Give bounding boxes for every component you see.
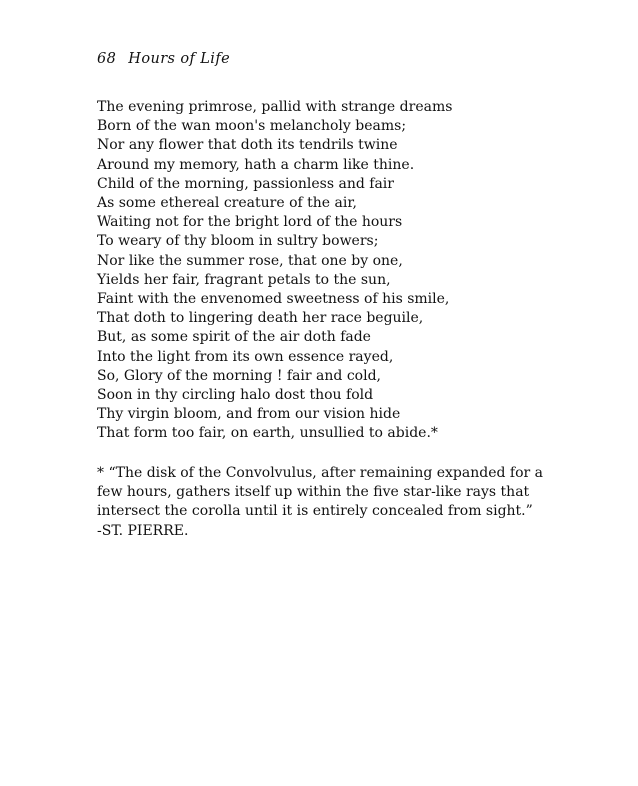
poem-line: That form too fair, on earth, unsullied to abide.* (97, 425, 438, 442)
poem-line: The evening primrose, pallid with strange dreams (97, 99, 453, 115)
poem-line: Into the light from its own essence rayed, (97, 348, 394, 365)
poem-stanza (97, 98, 607, 444)
footnote-line: intersect the corolla until it is entirely concealed from sight.” (97, 503, 533, 520)
footnote-attribution: -ST. PIERRE. (97, 522, 189, 539)
poem-line: Faint with the envenomed sweetness of his smile, (97, 291, 450, 308)
footnote (97, 464, 617, 541)
poem-line: Nor like the summer rose, that one by one, (97, 252, 403, 269)
poem-line: Waiting not for the bright lord of the hours (97, 214, 403, 231)
page-number: 68 (97, 51, 117, 67)
poem-line: Born of the wan moon's melancholy beams; (97, 118, 407, 135)
poem-line: Thy virgin bloom, and from our vision hide (97, 406, 401, 423)
running-title: Hours of Life (128, 51, 231, 67)
poem-line: That doth to lingering death her race beguile, (97, 310, 424, 327)
running-header (97, 51, 230, 67)
poem-line: Yields her fair, fragrant petals to the sun, (97, 271, 391, 288)
footnote-line: * “The disk of the Convolvulus, after remaining expanded for a (97, 465, 544, 481)
poem-line: Around my memory, hath a charm like thine. (97, 156, 415, 173)
footnote-line: few hours, gathers itself up within the five star-like rays that (97, 484, 530, 501)
poem-line: But, as some spirit of the air doth fade (97, 329, 371, 346)
poem-line: Child of the morning, passionless and fair (97, 175, 394, 192)
poem-line: To weary of thy bloom in sultry bowers; (97, 233, 379, 250)
poem-line: Nor any flower that doth its tendrils twine (97, 137, 398, 154)
poem-line: Soon in thy circling halo dost thou fold (97, 387, 374, 404)
poem-line: As some ethereal creature of the air, (97, 195, 357, 212)
poem-line: So, Glory of the morning ! fair and cold, (97, 367, 381, 384)
